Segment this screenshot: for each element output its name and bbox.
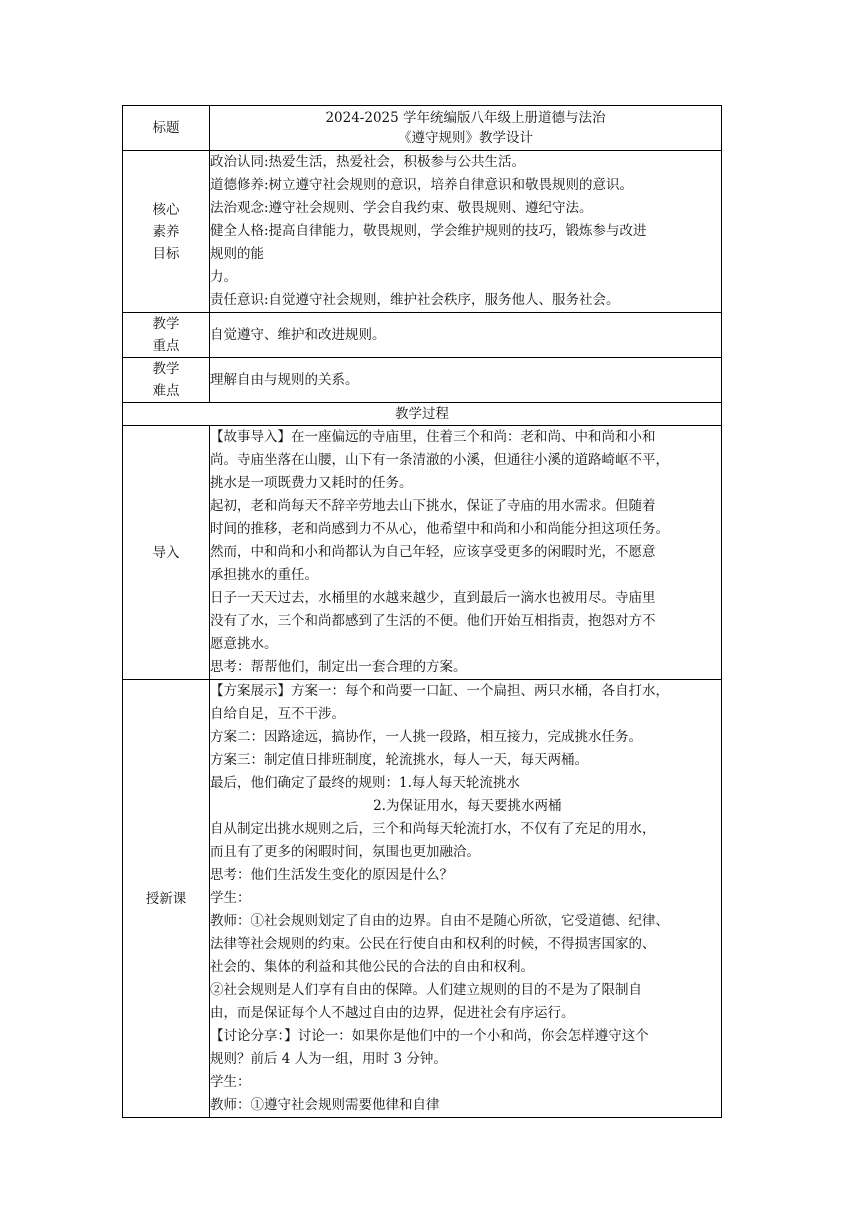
core-line: 法治观念:遵守社会规则、学会自我约束、敬畏规则、遵纪守法。 — [210, 200, 593, 216]
process-header: 教学过程 — [123, 403, 722, 426]
new-lesson-line: 而且有了更多的闲暇时间，氛围也更加融洽。 — [210, 844, 480, 860]
intro-line: 愿意挑水。 — [210, 636, 278, 652]
new-lesson-line: 思考：他们生活发生变化的原因是什么？ — [210, 867, 453, 883]
intro-line: 起初，老和尚每天不辞辛劳地去山下挑水，保证了寺庙的用水需求。但随着 — [210, 498, 656, 514]
core-row — [123, 151, 722, 313]
new-lesson-content — [210, 680, 722, 1118]
intro-line: 尚。寺庙坐落在山腰，山下有一条清澈的小溪，但通往小溪的道路崎岖不平， — [210, 452, 669, 468]
title-content — [210, 106, 722, 151]
intro-line: 【故事导入】在一座偏远的寺庙里，住着三个和尚：老和尚、中和尚和小和 — [210, 429, 656, 445]
core-line: 道德修养:树立遵守社会规则的意识，培养自律意识和敬畏规则的意识。 — [210, 177, 634, 193]
intro-line: 日子一天天过去，水桶里的水越来越少，直到最后一滴水也被用尽。寺庙里 — [210, 590, 656, 606]
new-lesson-line: 方案三：制定值日排班制度，轮流挑水，每人一天，每天两桶。 — [210, 752, 588, 768]
title-line: 2024-2025 学年统编版八年级上册道德与法治 — [325, 110, 606, 126]
title-row — [123, 106, 722, 151]
difficulty-label — [123, 358, 210, 403]
core-line: 健全人格:提高自律能力，敬畏规则，学会维护规则的技巧，锻炼参与改进 — [210, 223, 647, 239]
intro-line: 挑水是一项既费力又耗时的任务。 — [210, 475, 413, 491]
key-point-label-line: 教学 — [152, 316, 180, 332]
new-lesson-line: 最后，他们确定了最终的规则：1.每人每天轮流挑水 — [210, 775, 520, 791]
new-lesson-line: 法律等社会规则的约束。公民在行使自由和权利的时候，不得损害国家的、 — [210, 936, 656, 952]
difficulty-row — [123, 358, 722, 403]
core-line: 责任意识:自觉遵守社会规则，维护社会秩序，服务他人、服务社会。 — [210, 292, 620, 308]
new-lesson-line: 由，而是保证每个人不越过自由的边界，促进社会有序运行。 — [210, 1005, 575, 1021]
intro-line: 时间的推移，老和尚感到力不从心，他希望中和尚和小和尚能分担这项任务。 — [210, 521, 669, 537]
difficulty-content: 理解自由与规则的关系。 — [210, 358, 722, 403]
new-lesson-line: 教师：①遵守社会规则需要他律和自律 — [210, 1097, 440, 1113]
new-lesson-line: 方案二：因路途远，搞协作，一人挑一段路，相互接力，完成挑水任务。 — [210, 729, 642, 745]
intro-line: 承担挑水的重任。 — [210, 567, 318, 583]
new-lesson-line: 教师：①社会规则划定了自由的边界。自由不是随心所欲，它受道德、纪律、 — [210, 913, 669, 929]
new-lesson-label: 授新课 — [123, 680, 210, 1118]
core-label — [123, 151, 210, 313]
new-lesson-line: 自给自足，互不干涉。 — [210, 706, 345, 722]
key-point-content: 自觉遵守、维护和改进规则。 — [210, 313, 722, 358]
difficulty-label-line: 教学 — [152, 361, 180, 377]
new-lesson-line: ②社会规则是人们享有自由的保障。人们建立规则的目的不是为了限制自 — [210, 982, 642, 998]
new-lesson-line: 学生： — [210, 890, 251, 906]
new-lesson-line: 自从制定出挑水规则之后，三个和尚每天轮流打水，不仅有了充足的用水， — [210, 821, 656, 837]
core-line: 力。 — [210, 269, 237, 285]
core-line: 政治认同:热爱生活，热爱社会，积极参与公共生活。 — [210, 154, 526, 170]
title-label: 标题 — [123, 106, 210, 151]
new-lesson-line: 【方案展示】方案一：每个和尚要一口缸、一个扁担、两只水桶，各自打水， — [210, 683, 669, 699]
new-lesson-line: 2.为保证用水，每天要挑水两桶 — [210, 798, 562, 814]
core-label-line: 素养 — [152, 223, 180, 240]
process-header-row — [123, 403, 722, 426]
core-content — [210, 151, 722, 313]
key-point-row — [123, 313, 722, 358]
new-lesson-line: 【讨论分享：】讨论一：如果你是他们中的一个小和尚，你会怎样遵守这个 — [210, 1028, 649, 1044]
intro-line: 没有了水，三个和尚都感到了生活的不便。他们开始互相指责，抱怨对方不 — [210, 613, 656, 629]
difficulty-label-line: 难点 — [152, 383, 180, 399]
new-lesson-row — [123, 680, 722, 1118]
core-line: 规则的能 — [210, 246, 264, 262]
intro-label: 导入 — [123, 426, 210, 680]
key-point-label-line: 重点 — [152, 338, 180, 354]
new-lesson-line: 学生： — [210, 1074, 251, 1090]
intro-line: 然而，中和尚和小和尚都认为自己年轻，应该享受更多的闲暇时光，不愿意 — [210, 544, 656, 560]
title-line: 《遵守规则》教学设计 — [398, 130, 533, 146]
core-label-line: 核心 — [152, 201, 180, 218]
new-lesson-line: 规则？前后 4 人为一组，用时 3 分钟。 — [210, 1051, 447, 1067]
intro-line: 思考：帮帮他们，制定出一套合理的方案。 — [210, 659, 467, 675]
key-point-label — [123, 313, 210, 358]
lesson-plan-table — [122, 105, 722, 1118]
new-lesson-line: 社会的、集体的利益和其他公民的合法的自由和权利。 — [210, 959, 534, 975]
core-label-line: 目标 — [152, 245, 180, 262]
intro-row — [123, 426, 722, 680]
intro-content — [210, 426, 722, 680]
